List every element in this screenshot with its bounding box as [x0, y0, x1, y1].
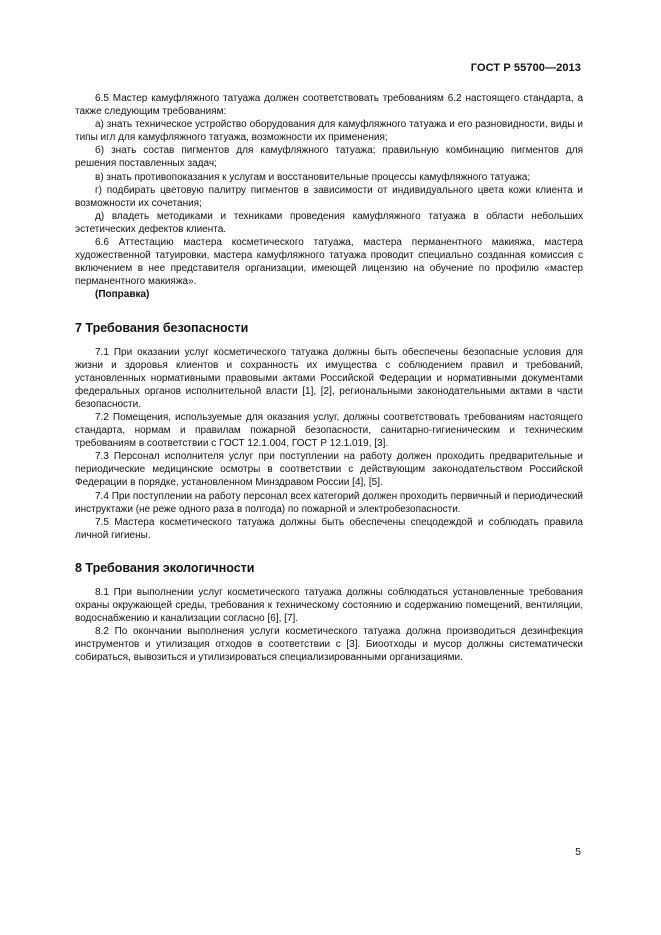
paragraph-7-4: 7.4 При поступлении на работу персонал всех категорий должен проходить первичный и периодический инструктажи (не реже одного раза в полгода) по пожарной и электробезопасности.	[75, 490, 583, 515]
list-item-b: б) знать состав пигментов для камуфляжного татуажа; правильную комбинацию пигментов для решения поставленных задач;	[75, 145, 583, 170]
paragraph-8-1: 8.1 При выполнении услуг косметического татуажа должны соблюдаться установленные требования охраны окружающей среды, требования к техническому состоянию и содержанию помещений, вентиляции, водоснабжению и канализации согласно [6], [7].	[75, 586, 583, 625]
paragraph-8-2: 8.2 По окончании выполнения услуги косметического татуажа должна производиться дезинфекция инструментов и утилизация отходов в соответствии с [3]. Биоотходы и мусор должны систематически собираться, вывозиться и утилизироваться специализированными организациями.	[75, 626, 583, 664]
list-item-a: а) знать техническое устройство оборудования для камуфляжного татуажа и его разновидности, виды и типы игл для камуфляжного татуажа, возможности их применения;	[75, 119, 583, 144]
section-8-heading: 8 Требования экологичности	[75, 560, 255, 575]
paragraph-7-2: 7.2 Помещения, используемые для оказания услуг, должны соответствовать требованиям настоящего стандарта, нормам и правилам пожарной безопасности, санитарно-гигиеническим и техническим требованиям в соответствии с ГОСТ 12.1.004, ГОСТ Р 12.1.019, [3].	[75, 411, 583, 450]
page-body	[75, 92, 583, 664]
document-header: ГОСТ Р 55700—2013	[470, 62, 581, 74]
list-item-g: г) подбирать цветовую палитру пигментов в зависимости от индивидуального цвета кожи клиента и возможности их сочетания;	[75, 184, 583, 209]
section-7-heading: 7 Требования безопасности	[75, 320, 249, 335]
paragraph-7-1: 7.1 При оказании услуг косметического татуажа должны быть обеспечены безопасные условия для жизни и здоровья клиентов и сохранность их имущества с соблюдением правил и требований, установленных нормативными правовыми актами Российской Федерации и нормативными документами федеральных органов исполнительной власти [1], [2], региональными законодательными актами в части безопасности.	[75, 346, 583, 410]
amendment-note: (Поправка)	[95, 289, 150, 301]
paragraph-6-5: 6.5 Мастер камуфляжного татуажа должен соответствовать требованиям 6.2 настоящего стандарта, а также следующим требованиям:	[75, 93, 583, 118]
paragraph-7-3: 7.3 Персонал исполнителя услуг при поступлении на работу должен проходить предварительные и периодические медицинские осмотры в соответствии с действующим законодательством Российской Федерации в порядке, установленном Минздравом России [4], [5].	[75, 451, 583, 489]
page-number: 5	[575, 846, 581, 858]
paragraph-6-6: 6.6 Аттестацию мастера косметического татуажа, мастера перманентного макияжа, мастера художественной татуировки, мастера камуфляжного татуажа проводит специально созданная комиссия с включением в нее представителя организации, имеющей лицензию на обучение по профилю «мастер перманентного макияжа».	[75, 237, 583, 288]
paragraph-7-5: 7.5 Мастера косметического татуажа должны быть обеспечены спецодеждой и соблюдать правила личной гигиены.	[75, 516, 583, 541]
list-item-d: д) владеть методиками и техниками проведения камуфляжного татуажа в области небольших эстетических дефектов клиента.	[75, 210, 583, 235]
list-item-v: в) знать противопоказания к услугам и восстановительные процессы камуфляжного татуажа;	[95, 171, 531, 183]
